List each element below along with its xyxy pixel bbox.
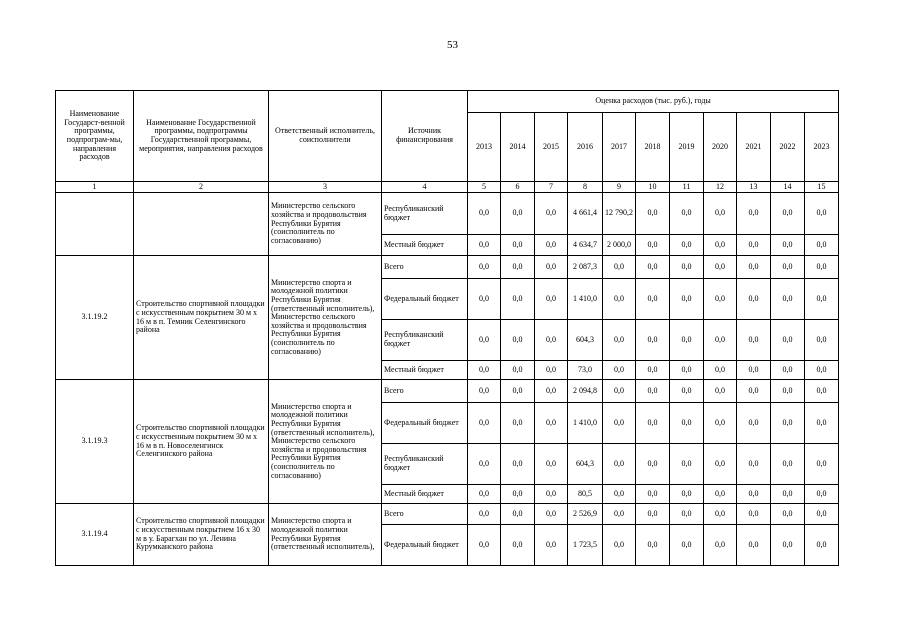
cost-value: 0,0	[636, 525, 670, 566]
cost-value: 0,0	[771, 235, 805, 256]
cost-value: 0,0	[805, 193, 839, 235]
column-number: 12	[704, 182, 737, 193]
cost-value: 0,0	[805, 279, 839, 320]
column-number: 11	[670, 182, 704, 193]
cost-value: 0,0	[771, 320, 805, 361]
funding-source: Всего	[382, 380, 468, 403]
cost-value: 0,0	[737, 320, 771, 361]
cost-value: 0,0	[771, 380, 805, 403]
cost-value: 0,0	[805, 256, 839, 279]
header-year: 2019	[670, 113, 704, 182]
cost-value: 0,0	[501, 361, 535, 380]
header-year: 2015	[535, 113, 568, 182]
cost-value: 0,0	[771, 525, 805, 566]
cost-value: 0,0	[501, 403, 535, 444]
cost-value: 0,0	[603, 444, 636, 485]
cost-value: 0,0	[704, 525, 737, 566]
funding-source: Местный бюджет	[382, 235, 468, 256]
cost-value: 0,0	[670, 235, 704, 256]
responsible-executor: Министерство спорта и молодежной политики Республики Бурятия (ответственный исполнитель), Министерство сельского хозяйства и продовольствия Республики Бурятия (соисполнитель по согласованию)	[269, 380, 382, 504]
funding-source: Федеральный бюджет	[382, 403, 468, 444]
cost-value: 0,0	[737, 525, 771, 566]
header-year: 2016	[568, 113, 603, 182]
column-number: 5	[468, 182, 501, 193]
activity-code: 3.1.19.2	[56, 256, 134, 380]
column-number: 1	[56, 182, 134, 193]
cost-value: 0,0	[535, 525, 568, 566]
cost-value: 0,0	[704, 193, 737, 235]
cost-value: 0,0	[501, 193, 535, 235]
cost-value: 0,0	[704, 485, 737, 504]
cost-value: 0,0	[670, 403, 704, 444]
cost-value: 0,0	[535, 403, 568, 444]
column-number: 2	[134, 182, 269, 193]
cost-value: 0,0	[737, 504, 771, 525]
cost-value: 0,0	[737, 235, 771, 256]
cost-value: 0,0	[737, 403, 771, 444]
column-number: 9	[603, 182, 636, 193]
cost-value: 604,3	[568, 444, 603, 485]
cost-value: 0,0	[501, 444, 535, 485]
cost-value: 0,0	[737, 361, 771, 380]
cost-value: 0,0	[771, 485, 805, 504]
cost-value: 0,0	[670, 361, 704, 380]
cost-value: 0,0	[805, 361, 839, 380]
cost-value: 0,0	[468, 525, 501, 566]
cost-value: 0,0	[468, 256, 501, 279]
column-number: 3	[269, 182, 382, 193]
header-year: 2013	[468, 113, 501, 182]
header-year: 2021	[737, 113, 771, 182]
cost-value: 1 410,0	[568, 403, 603, 444]
cost-value: 0,0	[468, 279, 501, 320]
cost-value: 0,0	[468, 403, 501, 444]
page-number: 53	[447, 39, 458, 51]
cost-value: 0,0	[535, 193, 568, 235]
activity-code: 3.1.19.3	[56, 380, 134, 504]
cost-value: 0,0	[501, 525, 535, 566]
cost-value: 0,0	[535, 320, 568, 361]
cost-value: 0,0	[704, 235, 737, 256]
cost-value: 0,0	[771, 361, 805, 380]
cost-value: 0,0	[771, 256, 805, 279]
table-row	[56, 193, 839, 235]
cost-value: 0,0	[468, 193, 501, 235]
header-responsible: Ответственный исполнитель, соисполнители	[269, 91, 382, 182]
funding-source: Местный бюджет	[382, 485, 468, 504]
cost-value: 0,0	[670, 320, 704, 361]
cost-value: 0,0	[670, 380, 704, 403]
cost-value: 0,0	[805, 235, 839, 256]
cost-value: 0,0	[535, 235, 568, 256]
cost-value: 0,0	[468, 504, 501, 525]
cost-value: 0,0	[535, 279, 568, 320]
cost-value: 0,0	[737, 380, 771, 403]
cost-value: 0,0	[771, 444, 805, 485]
funding-source: Местный бюджет	[382, 361, 468, 380]
cost-value: 1 410,0	[568, 279, 603, 320]
header-year: 2022	[771, 113, 805, 182]
table-row	[56, 380, 839, 403]
cost-value: 0,0	[636, 235, 670, 256]
cost-value: 0,0	[535, 256, 568, 279]
cost-value: 4 634,7	[568, 235, 603, 256]
column-number: 4	[382, 182, 468, 193]
header-year: 2023	[805, 113, 839, 182]
cost-value: 0,0	[771, 403, 805, 444]
cost-value: 0,0	[737, 193, 771, 235]
budget-table	[55, 90, 839, 566]
cost-value: 0,0	[603, 361, 636, 380]
cost-value: 0,0	[670, 485, 704, 504]
cost-value: 0,0	[670, 444, 704, 485]
cost-value: 0,0	[805, 525, 839, 566]
cost-value: 0,0	[670, 525, 704, 566]
responsible-executor: Министерство спорта и молодежной политики Республики Бурятия (ответственный исполнитель),	[269, 504, 382, 566]
cost-value: 0,0	[636, 444, 670, 485]
column-number: 10	[636, 182, 670, 193]
header-year: 2017	[603, 113, 636, 182]
cost-value: 0,0	[805, 320, 839, 361]
cost-value: 604,3	[568, 320, 603, 361]
cost-value: 0,0	[501, 485, 535, 504]
cost-value: 0,0	[535, 485, 568, 504]
cost-value: 0,0	[704, 380, 737, 403]
activity-name	[134, 193, 269, 256]
cost-value: 0,0	[603, 320, 636, 361]
funding-source: Республиканский бюджет	[382, 193, 468, 235]
cost-value: 0,0	[468, 361, 501, 380]
cost-value: 0,0	[771, 504, 805, 525]
activity-name: Строительство спортивной площадки с искусственным покрытием 16 х 30 м в у. Барагхан по ул. Ленина Курумканского района	[134, 504, 269, 566]
cost-value: 2 000,0	[603, 235, 636, 256]
cost-value: 0,0	[636, 380, 670, 403]
cost-value: 2 087,3	[568, 256, 603, 279]
cost-value: 0,0	[636, 403, 670, 444]
cost-value: 0,0	[468, 320, 501, 361]
cost-value: 0,0	[805, 444, 839, 485]
cost-value: 0,0	[805, 485, 839, 504]
cost-value: 0,0	[603, 279, 636, 320]
header-activity-name: Наименование Государственной программы, подпрограммы Государственной программы, мероприятия, направления расходов	[134, 91, 269, 182]
cost-value: 0,0	[468, 444, 501, 485]
column-number: 7	[535, 182, 568, 193]
cost-value: 0,0	[771, 193, 805, 235]
funding-source: Всего	[382, 256, 468, 279]
cost-value: 0,0	[704, 444, 737, 485]
cost-value: 0,0	[535, 444, 568, 485]
cost-value: 0,0	[805, 380, 839, 403]
cost-value: 0,0	[636, 485, 670, 504]
cost-value: 2 094,8	[568, 380, 603, 403]
cost-value: 0,0	[501, 256, 535, 279]
cost-value: 0,0	[603, 504, 636, 525]
column-number: 15	[805, 182, 839, 193]
cost-value: 0,0	[603, 256, 636, 279]
cost-value: 0,0	[670, 279, 704, 320]
activity-name: Строительство спортивной площадки с искусственным покрытием 30 м х 16 м в п. Новоселенгинск Селенгинского района	[134, 380, 269, 504]
header-program-name: Наименование Государст-венной программы, подпрограм-мы, направления расходов	[56, 91, 134, 182]
cost-value: 80,5	[568, 485, 603, 504]
activity-code	[56, 193, 134, 256]
cost-value: 4 661,4	[568, 193, 603, 235]
cost-value: 0,0	[501, 279, 535, 320]
cost-value: 0,0	[636, 361, 670, 380]
header-year: 2018	[636, 113, 670, 182]
cost-value: 0,0	[636, 256, 670, 279]
cost-value: 0,0	[737, 279, 771, 320]
table-row	[56, 504, 839, 525]
header-year: 2020	[704, 113, 737, 182]
cost-value: 0,0	[704, 403, 737, 444]
cost-value: 0,0	[805, 403, 839, 444]
cost-value: 0,0	[603, 485, 636, 504]
cost-value: 0,0	[670, 256, 704, 279]
cost-value: 0,0	[771, 279, 805, 320]
funding-source: Федеральный бюджет	[382, 279, 468, 320]
cost-value: 0,0	[535, 504, 568, 525]
cost-value: 0,0	[704, 320, 737, 361]
header-funding-source: Источник финансирования	[382, 91, 468, 182]
cost-value: 0,0	[535, 361, 568, 380]
activity-code: 3.1.19.4	[56, 504, 134, 566]
cost-value: 0,0	[670, 193, 704, 235]
funding-source: Республиканский бюджет	[382, 320, 468, 361]
cost-value: 0,0	[737, 485, 771, 504]
cost-value: 0,0	[501, 504, 535, 525]
responsible-executor: Министерство сельского хозяйства и продовольствия Республики Бурятия (соисполнитель по согласованию)	[269, 193, 382, 256]
column-number: 8	[568, 182, 603, 193]
cost-value: 0,0	[636, 320, 670, 361]
funding-source: Республиканский бюджет	[382, 444, 468, 485]
funding-source: Всего	[382, 504, 468, 525]
cost-value: 0,0	[468, 235, 501, 256]
cost-value: 0,0	[535, 380, 568, 403]
column-number: 14	[771, 182, 805, 193]
cost-value: 0,0	[636, 504, 670, 525]
cost-value: 0,0	[603, 525, 636, 566]
cost-value: 73,0	[568, 361, 603, 380]
responsible-executor: Министерство спорта и молодежной политики Республики Бурятия (ответственный исполнитель), Министерство сельского хозяйства и продовольствия Республики Бурятия (соисполнитель по согласованию)	[269, 256, 382, 380]
table-row	[56, 256, 839, 279]
cost-value: 12 790,2	[603, 193, 636, 235]
activity-name: Строительство спортивной площадки с искусственным покрытием 30 м х 16 м в п. Темник Селенгинского района	[134, 256, 269, 380]
cost-value: 0,0	[603, 380, 636, 403]
cost-value: 0,0	[501, 320, 535, 361]
cost-value: 0,0	[468, 485, 501, 504]
cost-value: 2 526,9	[568, 504, 603, 525]
cost-value: 0,0	[636, 279, 670, 320]
column-number: 13	[737, 182, 771, 193]
cost-value: 0,0	[704, 279, 737, 320]
cost-value: 0,0	[468, 380, 501, 403]
cost-value: 0,0	[670, 504, 704, 525]
cost-value: 0,0	[704, 361, 737, 380]
cost-value: 1 723,5	[568, 525, 603, 566]
header-cost-estimate: Оценка расходов (тыс. руб.), годы	[468, 91, 839, 113]
cost-value: 0,0	[704, 504, 737, 525]
cost-value: 0,0	[501, 235, 535, 256]
cost-value: 0,0	[501, 380, 535, 403]
cost-value: 0,0	[636, 193, 670, 235]
cost-value: 0,0	[737, 444, 771, 485]
header-year: 2014	[501, 113, 535, 182]
cost-value: 0,0	[603, 403, 636, 444]
funding-source: Федеральный бюджет	[382, 525, 468, 566]
cost-value: 0,0	[805, 504, 839, 525]
column-number: 6	[501, 182, 535, 193]
cost-value: 0,0	[737, 256, 771, 279]
cost-value: 0,0	[704, 256, 737, 279]
